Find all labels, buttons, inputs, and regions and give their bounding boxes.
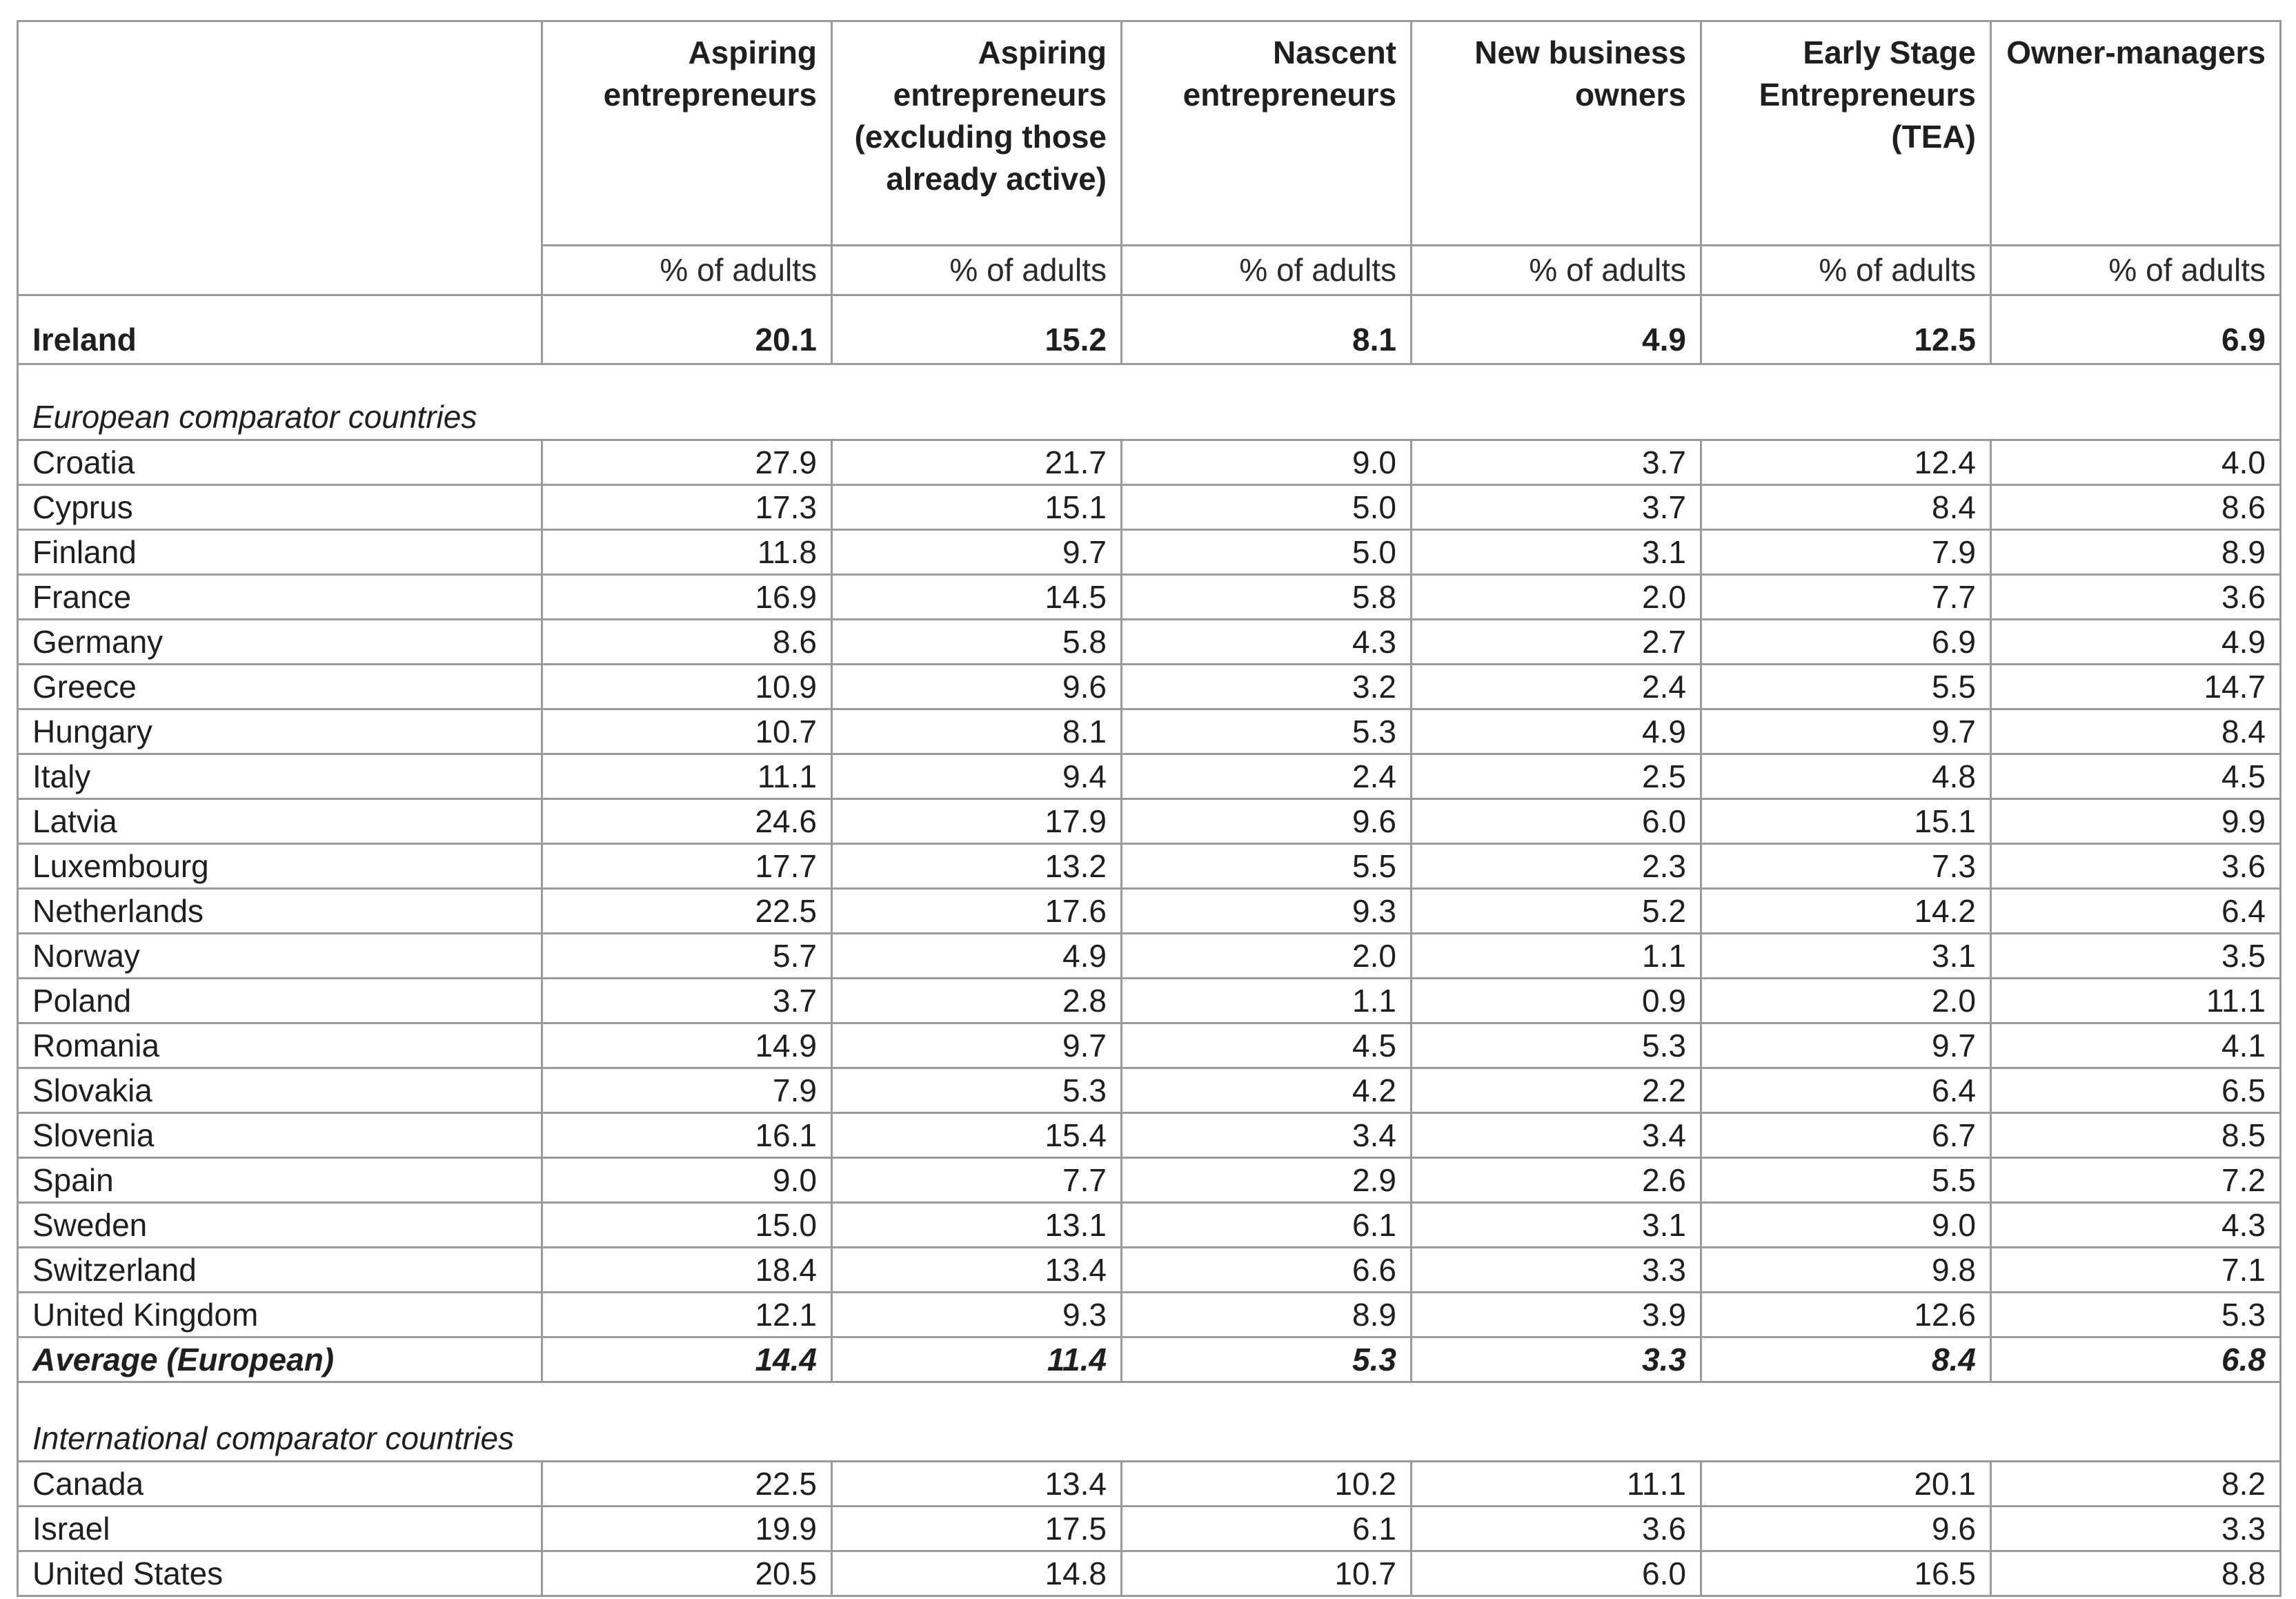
unit-label: % of adults: [1122, 246, 1412, 295]
entrepreneurship-table-container: [17, 20, 2279, 1597]
cell-value: 17.6: [832, 889, 1122, 934]
unit-corner-cell: [18, 246, 542, 295]
cell-value: 3.3: [1412, 1248, 1701, 1293]
row-label: Slovakia: [18, 1068, 542, 1113]
cell-value: 6.4: [1701, 1068, 1991, 1113]
cell-value: 3.6: [1412, 1507, 1701, 1551]
column-header: Aspiring entrepreneurs: [542, 21, 832, 246]
cell-value: 3.3: [1412, 1337, 1701, 1382]
row-label: Cyprus: [18, 485, 542, 530]
cell-value: 14.7: [1991, 665, 2281, 709]
cell-value: 4.3: [1122, 620, 1412, 665]
cell-value: 16.9: [542, 575, 832, 620]
cell-value: 20.1: [542, 295, 832, 364]
cell-value: 12.6: [1701, 1293, 1991, 1337]
row-label: Sweden: [18, 1203, 542, 1248]
cell-value: 8.9: [1991, 530, 2281, 575]
table-row: [18, 1023, 2281, 1068]
cell-value: 4.2: [1122, 1068, 1412, 1113]
cell-value: 16.5: [1701, 1551, 1991, 1596]
row-label: Poland: [18, 979, 542, 1023]
cell-value: 8.4: [1991, 709, 2281, 754]
cell-value: 10.7: [1122, 1551, 1412, 1596]
cell-value: 9.0: [1122, 440, 1412, 485]
cell-value: 17.5: [832, 1507, 1122, 1551]
column-header: Nascent entrepreneurs: [1122, 21, 1412, 246]
cell-value: 6.9: [1701, 620, 1991, 665]
cell-value: 6.5: [1991, 1068, 2281, 1113]
cell-value: 8.4: [1701, 485, 1991, 530]
cell-value: 3.5: [1991, 934, 2281, 979]
cell-value: 17.7: [542, 844, 832, 889]
cell-value: 19.9: [542, 1507, 832, 1551]
table-row: [18, 485, 2281, 530]
cell-value: 6.0: [1412, 1551, 1701, 1596]
table-row: [18, 844, 2281, 889]
row-label: Slovenia: [18, 1113, 542, 1158]
cell-value: 14.8: [832, 1551, 1122, 1596]
cell-value: 5.2: [1412, 889, 1701, 934]
unit-label: % of adults: [1412, 246, 1701, 295]
table-row: [18, 754, 2281, 799]
cell-value: 15.1: [832, 485, 1122, 530]
cell-value: 7.3: [1701, 844, 1991, 889]
cell-value: 8.6: [542, 620, 832, 665]
cell-value: 4.9: [1412, 709, 1701, 754]
cell-value: 3.1: [1412, 1203, 1701, 1248]
cell-value: 10.2: [1122, 1462, 1412, 1507]
table-body: [18, 295, 2281, 1596]
entrepreneurship-comparison-table: [17, 20, 2282, 1597]
cell-value: 9.9: [1991, 799, 2281, 844]
cell-value: 14.5: [832, 575, 1122, 620]
cell-value: 2.0: [1701, 979, 1991, 1023]
table-row: [18, 1462, 2281, 1507]
row-label: United States: [18, 1551, 542, 1596]
unit-label: % of adults: [832, 246, 1122, 295]
cell-value: 6.1: [1122, 1507, 1412, 1551]
cell-value: 6.0: [1412, 799, 1701, 844]
cell-value: 2.6: [1412, 1158, 1701, 1203]
cell-value: 2.7: [1412, 620, 1701, 665]
cell-value: 5.0: [1122, 530, 1412, 575]
cell-value: 3.9: [1412, 1293, 1701, 1337]
cell-value: 9.3: [1122, 889, 1412, 934]
cell-value: 9.3: [832, 1293, 1122, 1337]
cell-value: 16.1: [542, 1113, 832, 1158]
cell-value: 2.0: [1412, 575, 1701, 620]
cell-value: 15.2: [832, 295, 1122, 364]
cell-value: 9.7: [1701, 709, 1991, 754]
cell-value: 3.3: [1991, 1507, 2281, 1551]
unit-label: % of adults: [542, 246, 832, 295]
unit-label: % of adults: [1991, 246, 2281, 295]
row-label: Average (European): [18, 1337, 542, 1382]
row-label: Spain: [18, 1158, 542, 1203]
cell-value: 5.7: [542, 934, 832, 979]
cell-value: 24.6: [542, 799, 832, 844]
cell-value: 14.4: [542, 1337, 832, 1382]
cell-value: 11.4: [832, 1337, 1122, 1382]
cell-value: 9.7: [832, 1023, 1122, 1068]
cell-value: 11.1: [542, 754, 832, 799]
table-row: [18, 575, 2281, 620]
cell-value: 22.5: [542, 1462, 832, 1507]
cell-value: 8.6: [1991, 485, 2281, 530]
cell-value: 9.4: [832, 754, 1122, 799]
cell-value: 7.9: [1701, 530, 1991, 575]
table-row: [18, 709, 2281, 754]
cell-value: 15.1: [1701, 799, 1991, 844]
cell-value: 10.7: [542, 709, 832, 754]
cell-value: 17.3: [542, 485, 832, 530]
column-header: New business owners: [1412, 21, 1701, 246]
table-row: [18, 1203, 2281, 1248]
cell-value: 9.0: [542, 1158, 832, 1203]
row-label: Ireland: [18, 295, 542, 364]
cell-value: 2.8: [832, 979, 1122, 1023]
cell-value: 20.5: [542, 1551, 832, 1596]
cell-value: 8.4: [1701, 1337, 1991, 1382]
section-heading-international: [18, 1382, 2281, 1462]
cell-value: 15.0: [542, 1203, 832, 1248]
cell-value: 15.4: [832, 1113, 1122, 1158]
cell-value: 8.2: [1991, 1462, 2281, 1507]
cell-value: 9.6: [832, 665, 1122, 709]
cell-value: 14.9: [542, 1023, 832, 1068]
cell-value: 3.2: [1122, 665, 1412, 709]
cell-value: 3.7: [1412, 440, 1701, 485]
cell-value: 7.7: [832, 1158, 1122, 1203]
cell-value: 5.3: [1412, 1023, 1701, 1068]
cell-value: 4.1: [1991, 1023, 2281, 1068]
cell-value: 3.7: [1412, 485, 1701, 530]
cell-value: 5.5: [1701, 1158, 1991, 1203]
cell-value: 6.6: [1122, 1248, 1412, 1293]
cell-value: 2.4: [1412, 665, 1701, 709]
cell-value: 8.8: [1991, 1551, 2281, 1596]
table-row: [18, 799, 2281, 844]
section-title: International comparator countries: [18, 1382, 2281, 1462]
table-row: [18, 1248, 2281, 1293]
row-label: Netherlands: [18, 889, 542, 934]
cell-value: 2.0: [1122, 934, 1412, 979]
cell-value: 6.1: [1122, 1203, 1412, 1248]
column-header: Early Stage Entrepreneurs (TEA): [1701, 21, 1991, 246]
unit-label: % of adults: [1701, 246, 1991, 295]
table-row: [18, 1158, 2281, 1203]
cell-value: 6.7: [1701, 1113, 1991, 1158]
cell-value: 13.4: [832, 1248, 1122, 1293]
cell-value: 5.3: [1122, 1337, 1412, 1382]
cell-value: 6.8: [1991, 1337, 2281, 1382]
table-row: [18, 889, 2281, 934]
cell-value: 1.1: [1122, 979, 1412, 1023]
cell-value: 2.4: [1122, 754, 1412, 799]
cell-value: 5.3: [1122, 709, 1412, 754]
cell-value: 0.9: [1412, 979, 1701, 1023]
cell-value: 9.7: [1701, 1023, 1991, 1068]
cell-value: 4.5: [1122, 1023, 1412, 1068]
cell-value: 9.6: [1122, 799, 1412, 844]
cell-value: 8.5: [1991, 1113, 2281, 1158]
cell-value: 2.2: [1412, 1068, 1701, 1113]
table-row: [18, 1293, 2281, 1337]
cell-value: 3.7: [542, 979, 832, 1023]
cell-value: 13.1: [832, 1203, 1122, 1248]
cell-value: 21.7: [832, 440, 1122, 485]
cell-value: 11.1: [1412, 1462, 1701, 1507]
cell-value: 4.9: [832, 934, 1122, 979]
unit-row: [18, 246, 2281, 295]
header-corner-cell: [18, 21, 542, 246]
column-header: Owner-managers: [1991, 21, 2281, 246]
cell-value: 4.3: [1991, 1203, 2281, 1248]
cell-value: 5.0: [1122, 485, 1412, 530]
cell-value: 22.5: [542, 889, 832, 934]
row-label: France: [18, 575, 542, 620]
cell-value: 9.0: [1701, 1203, 1991, 1248]
row-label: Finland: [18, 530, 542, 575]
ireland-row: [18, 295, 2281, 364]
column-header-row: [18, 21, 2281, 246]
table-row: [18, 1113, 2281, 1158]
cell-value: 20.1: [1701, 1462, 1991, 1507]
table-row: [18, 934, 2281, 979]
cell-value: 3.1: [1701, 934, 1991, 979]
cell-value: 9.6: [1701, 1507, 1991, 1551]
cell-value: 11.1: [1991, 979, 2281, 1023]
cell-value: 5.5: [1122, 844, 1412, 889]
cell-value: 6.9: [1991, 295, 2281, 364]
row-label: Italy: [18, 754, 542, 799]
cell-value: 13.4: [832, 1462, 1122, 1507]
cell-value: 2.9: [1122, 1158, 1412, 1203]
table-row: [18, 665, 2281, 709]
cell-value: 13.2: [832, 844, 1122, 889]
cell-value: 7.9: [542, 1068, 832, 1113]
row-label: Croatia: [18, 440, 542, 485]
row-label: Romania: [18, 1023, 542, 1068]
cell-value: 8.1: [832, 709, 1122, 754]
cell-value: 2.3: [1412, 844, 1701, 889]
cell-value: 9.8: [1701, 1248, 1991, 1293]
cell-value: 5.8: [832, 620, 1122, 665]
row-label: Canada: [18, 1462, 542, 1507]
row-label: Israel: [18, 1507, 542, 1551]
cell-value: 1.1: [1412, 934, 1701, 979]
average-european-row: [18, 1337, 2281, 1382]
table-row: [18, 620, 2281, 665]
row-label: Germany: [18, 620, 542, 665]
section-heading-european: [18, 364, 2281, 440]
cell-value: 7.7: [1701, 575, 1991, 620]
cell-value: 2.5: [1412, 754, 1701, 799]
section-title: European comparator countries: [18, 364, 2281, 440]
cell-value: 17.9: [832, 799, 1122, 844]
cell-value: 3.6: [1991, 575, 2281, 620]
cell-value: 12.5: [1701, 295, 1991, 364]
table-row: [18, 530, 2281, 575]
table-row: [18, 1068, 2281, 1113]
cell-value: 3.1: [1412, 530, 1701, 575]
row-label: Luxembourg: [18, 844, 542, 889]
row-label: Greece: [18, 665, 542, 709]
row-label: Norway: [18, 934, 542, 979]
cell-value: 4.9: [1412, 295, 1701, 364]
cell-value: 8.9: [1122, 1293, 1412, 1337]
column-header: Aspiring entrepreneurs (excluding those already active): [832, 21, 1122, 246]
cell-value: 9.7: [832, 530, 1122, 575]
table-row: [18, 979, 2281, 1023]
row-label: Latvia: [18, 799, 542, 844]
cell-value: 5.3: [1991, 1293, 2281, 1337]
row-label: Switzerland: [18, 1248, 542, 1293]
table-row: [18, 440, 2281, 485]
cell-value: 6.4: [1991, 889, 2281, 934]
cell-value: 12.4: [1701, 440, 1991, 485]
cell-value: 18.4: [542, 1248, 832, 1293]
cell-value: 5.3: [832, 1068, 1122, 1113]
cell-value: 3.6: [1991, 844, 2281, 889]
cell-value: 5.5: [1701, 665, 1991, 709]
cell-value: 3.4: [1412, 1113, 1701, 1158]
cell-value: 4.9: [1991, 620, 2281, 665]
cell-value: 14.2: [1701, 889, 1991, 934]
cell-value: 10.9: [542, 665, 832, 709]
cell-value: 11.8: [542, 530, 832, 575]
cell-value: 27.9: [542, 440, 832, 485]
cell-value: 3.4: [1122, 1113, 1412, 1158]
cell-value: 4.0: [1991, 440, 2281, 485]
cell-value: 7.2: [1991, 1158, 2281, 1203]
table-row: [18, 1507, 2281, 1551]
cell-value: 8.1: [1122, 295, 1412, 364]
cell-value: 7.1: [1991, 1248, 2281, 1293]
row-label: Hungary: [18, 709, 542, 754]
cell-value: 12.1: [542, 1293, 832, 1337]
cell-value: 4.8: [1701, 754, 1991, 799]
cell-value: 4.5: [1991, 754, 2281, 799]
row-label: United Kingdom: [18, 1293, 542, 1337]
table-row: [18, 1551, 2281, 1596]
cell-value: 5.8: [1122, 575, 1412, 620]
